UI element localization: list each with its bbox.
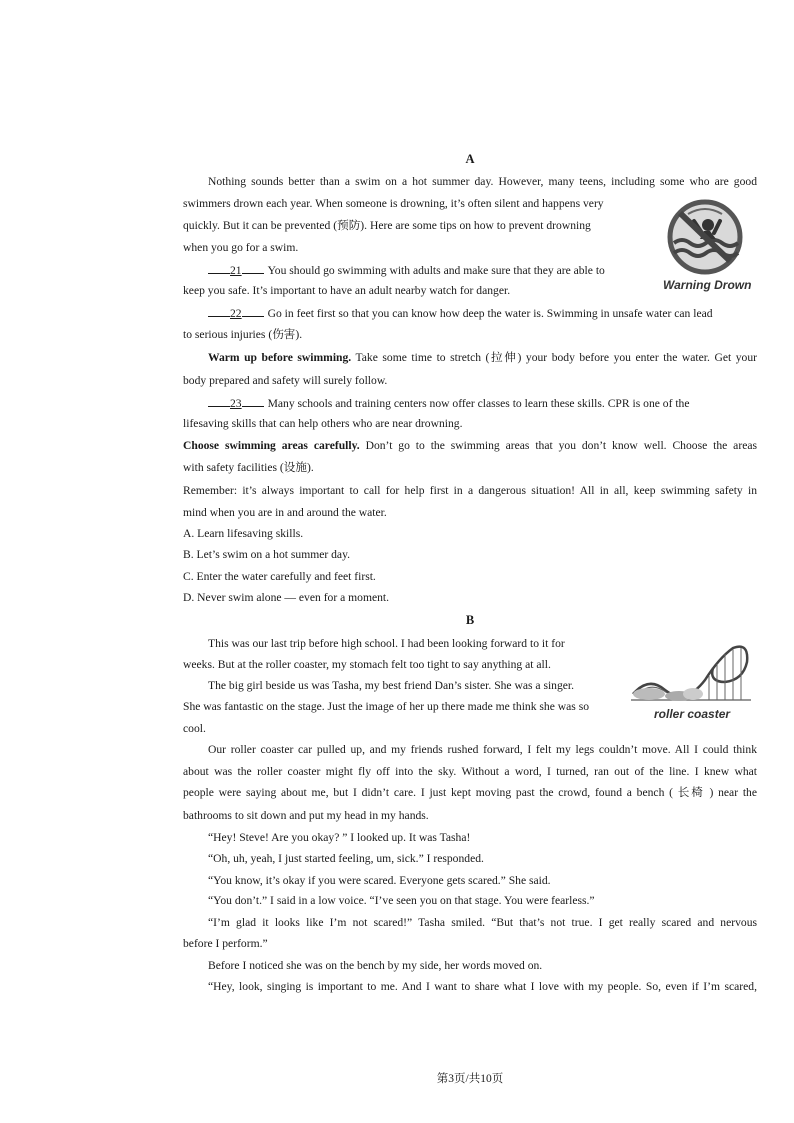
section-b-heading: B (465, 613, 475, 627)
option-b: B. Let’s swim on a hot summer day. (183, 548, 351, 561)
paragraph-line: with safety facilities (设施). (183, 461, 314, 474)
dialogue-line: before I perform.” (183, 937, 268, 950)
question-21-line (208, 263, 605, 278)
paragraph-line: to serious injuries (伤害). (183, 328, 303, 341)
dialogue-line: “Hey! Steve! Are you okay? ” I looked up. It was Tasha! (208, 831, 471, 844)
paragraph-line: cool. (183, 722, 206, 735)
blank-line (242, 306, 264, 317)
blank-line (208, 306, 230, 317)
dialogue-line: “I’m glad it looks like I’m not scared!” Tasha smiled. “But that’s not true. I get really scared and nervous (208, 916, 757, 929)
section-a-heading: A (465, 152, 475, 166)
paragraph-line: body prepared and safety will surely follow. (183, 374, 388, 387)
paragraph-text: Many schools and training centers now offer classes to learn these skills. CPR is one of the (267, 397, 690, 410)
blank-number-22: 22 (230, 307, 242, 320)
paragraph-text: Go in feet first so that you can know how deep the water is. Swimming in unsafe water can lead (267, 307, 713, 320)
paragraph-line: This was our last trip before high school. I had been looking forward to it for (208, 637, 565, 650)
paragraph-line: keep you safe. It’s important to have an adult nearby watch for danger. (183, 284, 511, 297)
roller-coaster-caption: roller coaster (654, 707, 731, 721)
paragraph-line: Before I noticed she was on the bench by my side, her words moved on. (208, 959, 543, 972)
dialogue-line: “Hey, look, singing is important to me. And I want to share what I love with my people. So, even if I’m scared, (208, 980, 757, 993)
roller-coaster-icon (629, 640, 753, 706)
warmup-line (208, 351, 757, 365)
question-22-line (208, 306, 713, 321)
paragraph-text: Don’t go to the swimming areas that you don’t know well. Choose the areas (365, 439, 757, 452)
paragraph-line: She was fantastic on the stage. Just the image of her up there made me think she was so (183, 700, 589, 713)
paragraph-text: You should go swimming with adults and make sure that they are able to (267, 264, 605, 277)
paragraph-line: people were saying about me, but I didn’t care. I just kept moving past the crowd, found a bench ( 长椅 ) near the (183, 786, 757, 799)
paragraph-line: weeks. But at the roller coaster, my stomach felt too tight to say anything at all. (183, 658, 551, 671)
option-a: A. Learn lifesaving skills. (183, 527, 304, 540)
dialogue-line: “You know, it’s okay if you were scared. Everyone gets scared.” She said. (208, 874, 551, 887)
paragraph-line: Remember: it’s always important to call for help first in a dangerous situation! All in all, keep swimming safety in (183, 484, 757, 497)
blank-line (242, 263, 264, 274)
blank-number-21: 21 (230, 264, 242, 277)
question-23-line (208, 396, 690, 411)
paragraph-line: mind when you are in and around the water. (183, 506, 387, 519)
paragraph-line: bathrooms to sit down and put my head in my hands. (183, 809, 429, 822)
paragraph-line: lifesaving skills that can help others who are near drowning. (183, 417, 463, 430)
bold-heading-warmup: Warm up before swimming. (208, 351, 352, 364)
paragraph-line: about was the roller coaster might fly off into the sky. Without a word, I turned, ran out of the line. I knew what (183, 765, 757, 778)
paragraph-line: The big girl beside us was Tasha, my best friend Dan’s sister. She was a singer. (208, 679, 575, 692)
paragraph-line: swimmers drown each year. When someone is drowning, it’s often silent and happens very (183, 197, 604, 210)
bold-heading-choose: Choose swimming areas carefully. (183, 439, 360, 452)
paragraph-line: Our roller coaster car pulled up, and my friends rushed forward, I felt my legs couldn’t move. All I could think (208, 743, 757, 756)
choose-line (183, 439, 757, 453)
paragraph-text: Take some time to stretch (拉伸) your body before you enter the water. Get your (355, 351, 757, 364)
blank-line (208, 396, 230, 407)
warning-drown-caption: Warning Drown (663, 278, 752, 292)
blank-line (242, 396, 264, 407)
blank-line (208, 263, 230, 274)
option-c: C. Enter the water carefully and feet first. (183, 570, 376, 583)
blank-number-23: 23 (230, 397, 242, 410)
paragraph-line: quickly. But it can be prevented (预防). Here are some tips on how to prevent drowning (183, 219, 591, 232)
no-swimming-sign-icon (664, 199, 746, 275)
page-number: 第3页/共10页 (436, 1073, 504, 1085)
dialogue-line: “Oh, uh, yeah, I just started feeling, um, sick.” I responded. (208, 852, 484, 865)
option-d: D. Never swim alone — even for a moment. (183, 591, 390, 604)
paragraph-line: Nothing sounds better than a swim on a hot summer day. However, many teens, including some who are good (208, 175, 757, 188)
dialogue-line: “You don’t.” I said in a low voice. “I’ve seen you on that stage. You were fearless.” (208, 894, 595, 907)
paragraph-line: when you go for a swim. (183, 241, 299, 254)
